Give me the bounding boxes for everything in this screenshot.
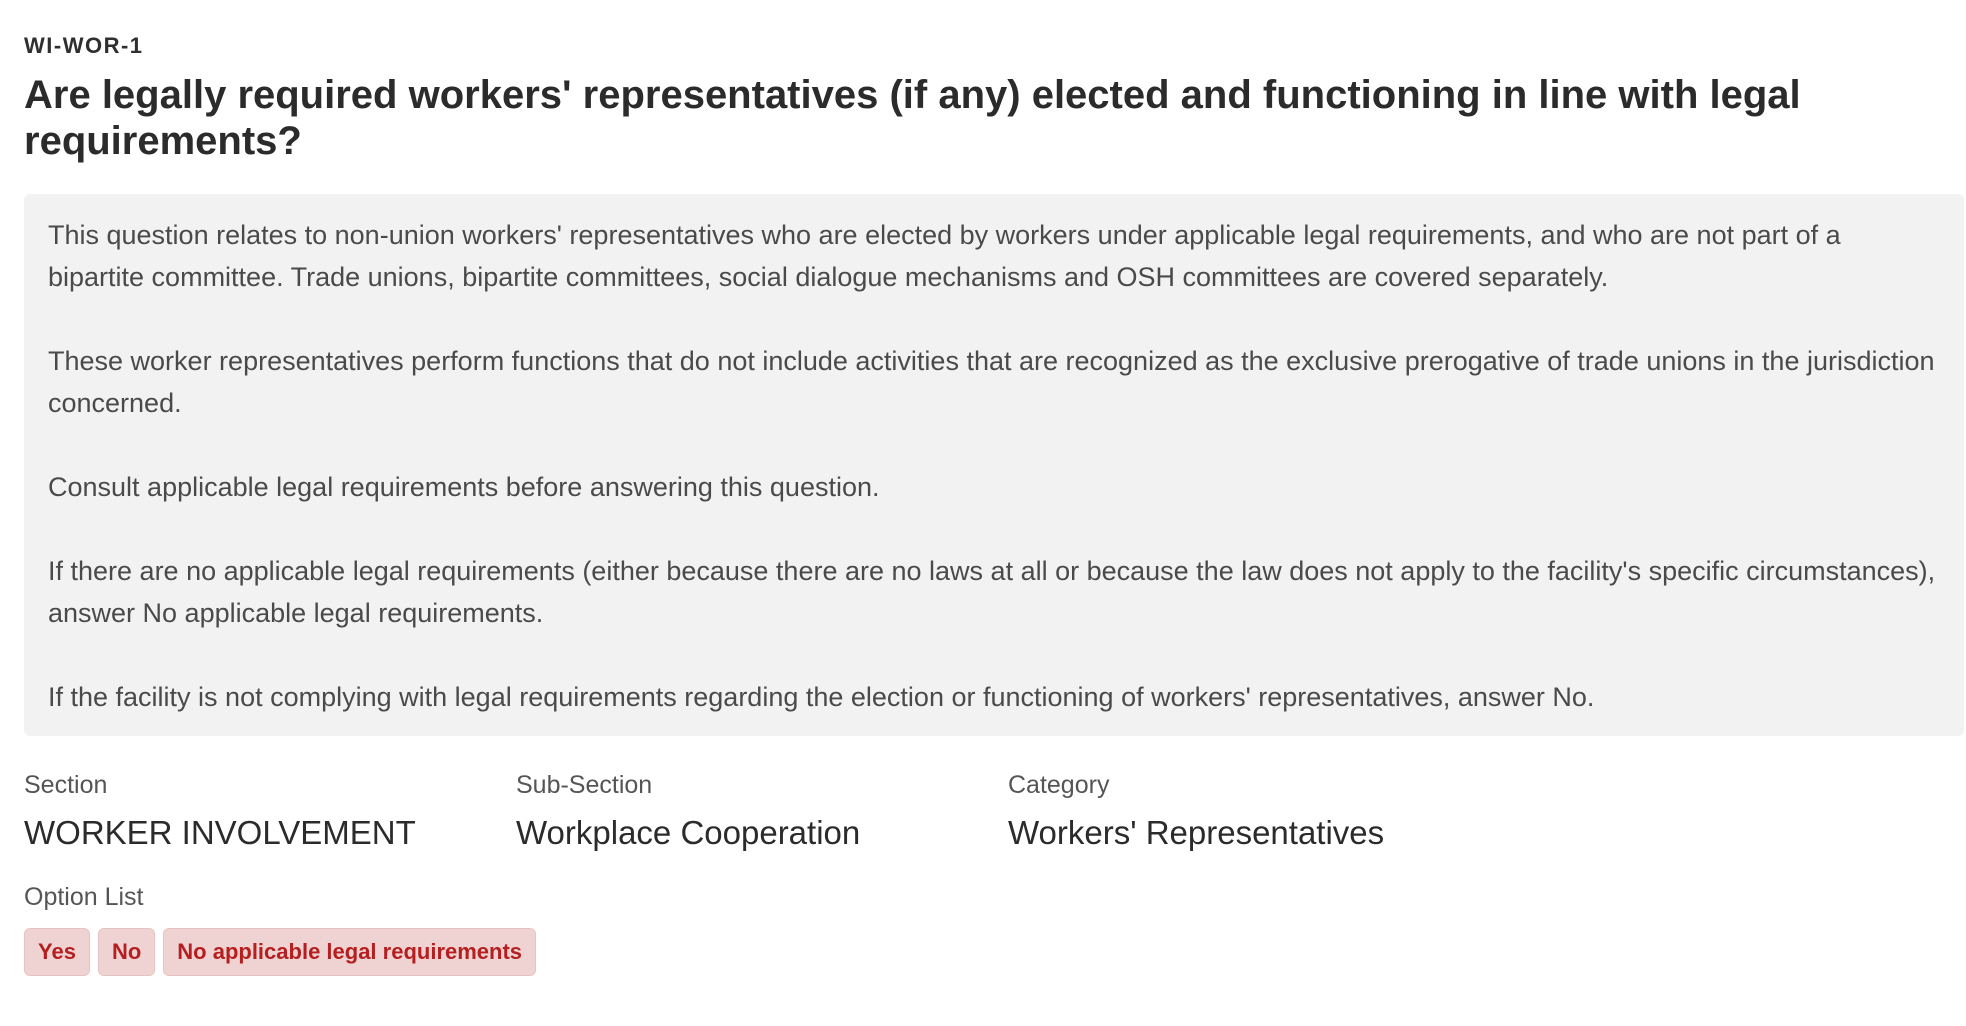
guidance-box (24, 194, 1964, 736)
sub-section-field (516, 768, 1008, 854)
option-list (24, 928, 1942, 976)
guidance-paragraph: These worker representatives perform functions that do not include activities that are recognized as the exclusive prerogative of trade unions in the jurisdiction concerned. (48, 346, 1935, 418)
guidance-paragraph: If there are no applicable legal requirements (either because there are no laws at all or because the law does not apply to the facility's specific circumstances), answer No applicable legal requirements. (48, 556, 1936, 628)
option-chip-yes[interactable]: Yes (24, 928, 90, 976)
option-chip-no-applicable-legal-requirements[interactable]: No applicable legal requirements (163, 928, 536, 976)
section-value: WORKER INVOLVEMENT (24, 814, 416, 851)
sub-section-value: Workplace Cooperation (516, 814, 861, 851)
guidance-paragraph: If the facility is not complying with legal requirements regarding the election or functioning of workers' representatives, answer No. (48, 682, 1595, 712)
category-field (1008, 768, 1500, 854)
guidance-paragraph: Consult applicable legal requirements before answering this question. (48, 472, 880, 502)
category-label: Category (1008, 771, 1110, 799)
question-code: WI-WOR-1 (24, 33, 144, 58)
option-chip-no[interactable]: No (98, 928, 155, 976)
meta-row (24, 768, 1942, 854)
guidance-paragraph: This question relates to non-union workers' representatives who are elected by workers under applicable legal requirements, and who are not part of a bipartite committee. Trade unions, bipartite committees, social dialogue mechanisms and OSH committees are covered separately. (48, 220, 1841, 292)
option-list-label: Option List (24, 883, 144, 911)
category-value: Workers' Representatives (1008, 814, 1385, 851)
sub-section-label: Sub-Section (516, 771, 653, 799)
question-title: Are legally required workers' representatives (if any) elected and functioning in line with legal requirements? (24, 73, 1801, 163)
section-label: Section (24, 771, 108, 799)
section-field (24, 768, 516, 854)
